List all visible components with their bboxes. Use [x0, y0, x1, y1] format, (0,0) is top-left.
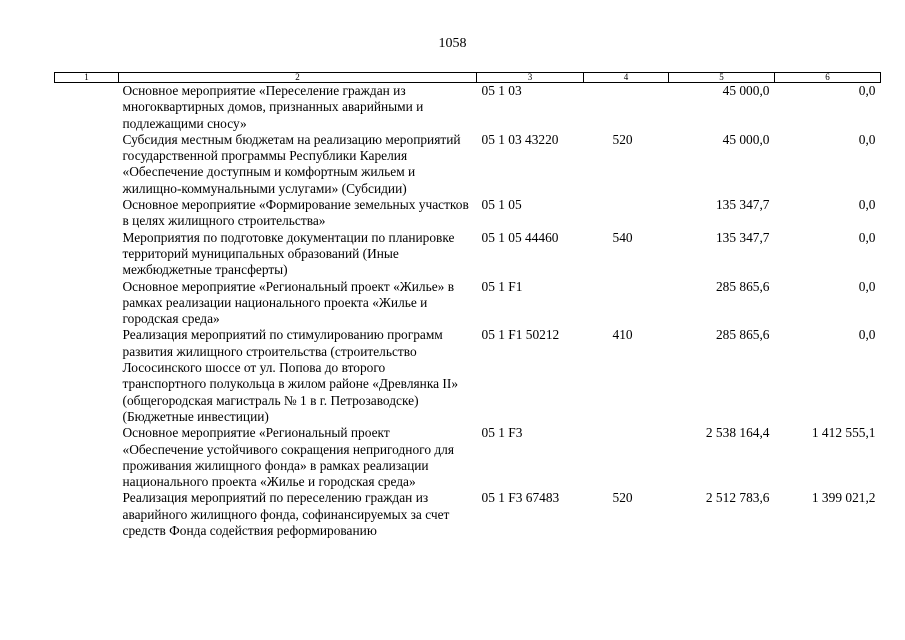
- target-article-code: 05 1 03 43220: [481, 131, 559, 147]
- row-spacer-cell: [55, 279, 119, 328]
- amount-column-6: 0,0: [858, 327, 876, 343]
- target-article-code: 05 1 03: [481, 83, 522, 98]
- expense-type-code: [584, 425, 669, 490]
- expense-name: Основное мероприятие «Формирование земельных участков в целях жилищного строительства»: [122, 197, 469, 229]
- table-row: [55, 132, 881, 197]
- amount-column-5: 45 000,0: [722, 83, 770, 98]
- expense-type-code: 540: [612, 229, 633, 245]
- row-spacer-cell: [55, 490, 119, 539]
- amount-column-6: 0,0: [858, 197, 876, 213]
- budget-table: [54, 72, 881, 539]
- expense-name: Основное мероприятие «Переселение граждан из многоквартирных домов, признанных аварийными и подлежащими сносу»: [122, 83, 424, 131]
- column-number: 5: [669, 73, 775, 83]
- expense-name: Мероприятия по подготовке документации по планировке территорий муниципальных образований (Иные межбюджетные трансферты): [122, 229, 455, 278]
- expense-type-code: [584, 83, 669, 132]
- amount-column-6: 0,0: [858, 83, 876, 98]
- table-row: [55, 83, 881, 132]
- column-number: 1: [55, 73, 119, 83]
- column-number: 3: [477, 73, 584, 83]
- table-row: [55, 490, 881, 539]
- row-spacer-cell: [55, 83, 119, 132]
- target-article-code: 05 1 05: [481, 197, 522, 213]
- target-article-code: 05 1 F3 67483: [481, 490, 560, 506]
- target-article-code: 05 1 05 44460: [481, 229, 559, 245]
- column-number: 4: [584, 73, 669, 83]
- amount-column-5: 45 000,0: [722, 131, 770, 147]
- table-row: [55, 327, 881, 425]
- expense-type-code: [584, 279, 669, 328]
- expense-name: Реализация мероприятий по стимулированию программ развития жилищного строительства (строительство Лососинского шоссе от ул. Попова до второго транспортного полукольца в жилом районе «Древлянка II» (общегородская магистраль № 1 в г. Петрозаводске) (Бюджетные инвестиции): [122, 327, 459, 424]
- table-row: [55, 230, 881, 279]
- table-row: [55, 197, 881, 230]
- amount-column-5: 285 865,6: [715, 327, 770, 343]
- amount-column-5: 2 512 783,6: [705, 490, 770, 506]
- row-spacer-cell: [55, 230, 119, 279]
- amount-column-5: 2 538 164,4: [705, 425, 770, 441]
- expense-type-code: 520: [612, 490, 633, 506]
- table-row: [55, 279, 881, 328]
- amount-column-6: 0,0: [858, 229, 876, 245]
- amount-column-6: 1 412 555,1: [811, 425, 876, 441]
- expense-type-code: [584, 197, 669, 230]
- row-spacer-cell: [55, 132, 119, 197]
- amount-column-5: 135 347,7: [715, 197, 770, 213]
- amount-column-6: 0,0: [858, 131, 876, 147]
- amount-column-5: 285 865,6: [715, 278, 770, 294]
- expense-type-code: 520: [612, 131, 633, 147]
- expense-name: Основное мероприятие «Региональный проект «Жилье» в рамках реализации национального проекта «Жилье и городская среда»: [122, 278, 455, 327]
- row-spacer-cell: [55, 197, 119, 230]
- page-number: 1058: [438, 36, 467, 51]
- expense-name: Основное мероприятие «Региональный проект «Обеспечение устойчивого сокращения непригодного для проживания жилищного фонда» в рамках реализации национального проекта «Жилье и городская среда»: [122, 425, 455, 490]
- target-article-code: 05 1 F1: [481, 278, 523, 294]
- column-number: 2: [119, 73, 477, 83]
- table-row: [55, 425, 881, 490]
- amount-column-6: 0,0: [858, 278, 876, 294]
- expense-type-code: 410: [612, 327, 633, 343]
- amount-column-6: 1 399 021,2: [811, 490, 876, 506]
- amount-column-5: 135 347,7: [715, 229, 770, 245]
- column-number-row: [55, 73, 881, 83]
- row-spacer-cell: [55, 425, 119, 490]
- target-article-code: 05 1 F3: [481, 425, 523, 441]
- expense-name: Реализация мероприятий по переселению граждан из аварийного жилищного фонда, софинансируемых за счет средств Фонда содействия реформированию: [122, 490, 450, 539]
- column-number: 6: [775, 73, 881, 83]
- target-article-code: 05 1 F1 50212: [481, 327, 560, 343]
- expense-name: Субсидия местным бюджетам на реализацию мероприятий государственной программы Республики Карелия «Обеспечение доступным и комфортным жильем и жилищно-коммунальными услугами» (Субсидии): [122, 131, 461, 196]
- row-spacer-cell: [55, 327, 119, 425]
